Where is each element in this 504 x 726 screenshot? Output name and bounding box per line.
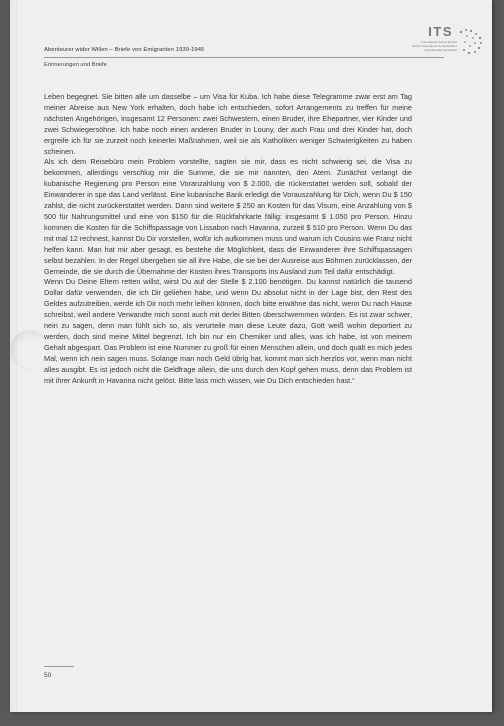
- header-divider: [44, 57, 444, 58]
- running-header: Abenteurer wider Willen – Briefe von Emigranten 1939-1945: [44, 47, 205, 53]
- footer-divider: [44, 666, 74, 667]
- letter-body: [44, 92, 412, 386]
- book-page: [10, 0, 492, 712]
- logo-wordmark: ITS: [428, 24, 453, 39]
- its-logo: [405, 24, 485, 64]
- logo-line-1: International Tracing Service: [421, 40, 457, 44]
- paragraph: Als ich dem Reisebüro mein Problem vorstellte, sagten sie mir, dass es nicht schwierig sei, die Visa zu bekommen, allerdings verschlug mir die Summe, die sie mir nannten, den Atem. Zunächst verlangt die kubanische Regierung pro Person eine Voranzahlung von $ 2.000, die rückerstattet werden soll, sobald der Einwanderer in spe das Land verlässt. Eine kubanische Bank erledigt die Vorauszahlung für Dich, wenn Du $ 150 zahlst, die nicht zurückerstattet werden. Dann sind weitere $ 250 an Kosten für das Visum, eine Anzahlung von $ 500 für Nahrungsmittel und eine von $150 für die Rückfahrkarte fällig: insgesamt $ 1.050 pro Person. Hinzu kommen die Kosten für die Schiffspassage von Lissabon nach Havanna, zurzeit $ 510 pro Person. Wenn Du das mit mal 12 rechnest, kannst Du Dir vorstellen, wofür ich aufkommen muss und warum ich Cousins wie Franz nicht helfen kann. Man hat mir aber gesagt, es bestehe die Möglichkeit, dass die Einwanderer ihre Schiffspassagen selbst bezahlen. In der Regel übergeben sie all ihre Habe, die sie bei der Ausreise aus Böhmen zurücklassen, der Gemeinde, die sie durch die Übernahme der Kosten ihres Transports ins Ausland zum Teil dafür entschädigt.: [44, 157, 412, 276]
- page-number: 50: [44, 672, 52, 679]
- logo-line-2: Service International de Recherches: [411, 44, 457, 48]
- logo-line-3: Internationaler Suchdienst: [424, 48, 457, 52]
- section-label: Erinnerungen und Briefe: [44, 62, 107, 68]
- paragraph: Leben begegnet. Sie bitten alle um dasselbe – um Visa für Kuba. Ich habe diese Telegramme zwar erst am Tag meiner Abreise aus New York erhalten, doch habe ich entschieden, sofort Arrangements zu treffen für meine nächsten Angehörigen, insgesamt 12 Personen: zwei Schwestern, einen Bruder, ihre Ehepartner, vier Kinder und zwei Schwiegersöhne. Ich habe noch einen anderen Bruder in Louny, der auch Frau und drei Kinder hat, doch ergreife ich für sie zurzeit noch keinerlei Maßnahmen, weil sie als Katholiken weniger Schwierigkeiten zu haben scheinen.: [44, 92, 412, 156]
- paragraph: Wenn Du Deine Eltern retten willst, wirst Du auf der Stelle $ 2.100 benötigen. Du kannst natürlich die tausend Dollar dafür verwenden, die ich Dir geliehen habe, und wenn Du absolut nicht in der Lage bist, den Rest des Geldes aufzutreiben, werde ich Dir noch mehr leihen können, doch bitte erwähne das nicht, wenn Du nach Hause schreibst, weil andere Verwandte mich sonst auch mit derlei Bitten überschwemmen würden. Es ist zwar schwer, nein zu sagen, denn man fühlt sich so, als verurteile man diese Leute dazu, Gott weiß wohin deportiert zu werden, doch sind meine Mittel begrenzt. Ich bin nur ein Chemiker und alles, was ich habe, ist von meinem Gehalt abgespart. Das Problem ist eine Nummer zu groß für einen Menschen allein, und doch quält es mich jedes Mal, wenn ich nein sagen muss. Solange man noch Geld übrig hat, kommt man sich herzlos vor, wenn man nicht alles ausgibt. Es ist jedoch nicht die Geldfrage allein, die uns durch den Kopf gehen muss, denn das Problem ist mit ihrer Ankunft in Havanna nicht gelöst. Bitte lass mich wissen, wie Du Dich entschieden hast.“: [44, 277, 412, 385]
- logo-dots-icon: [455, 26, 485, 56]
